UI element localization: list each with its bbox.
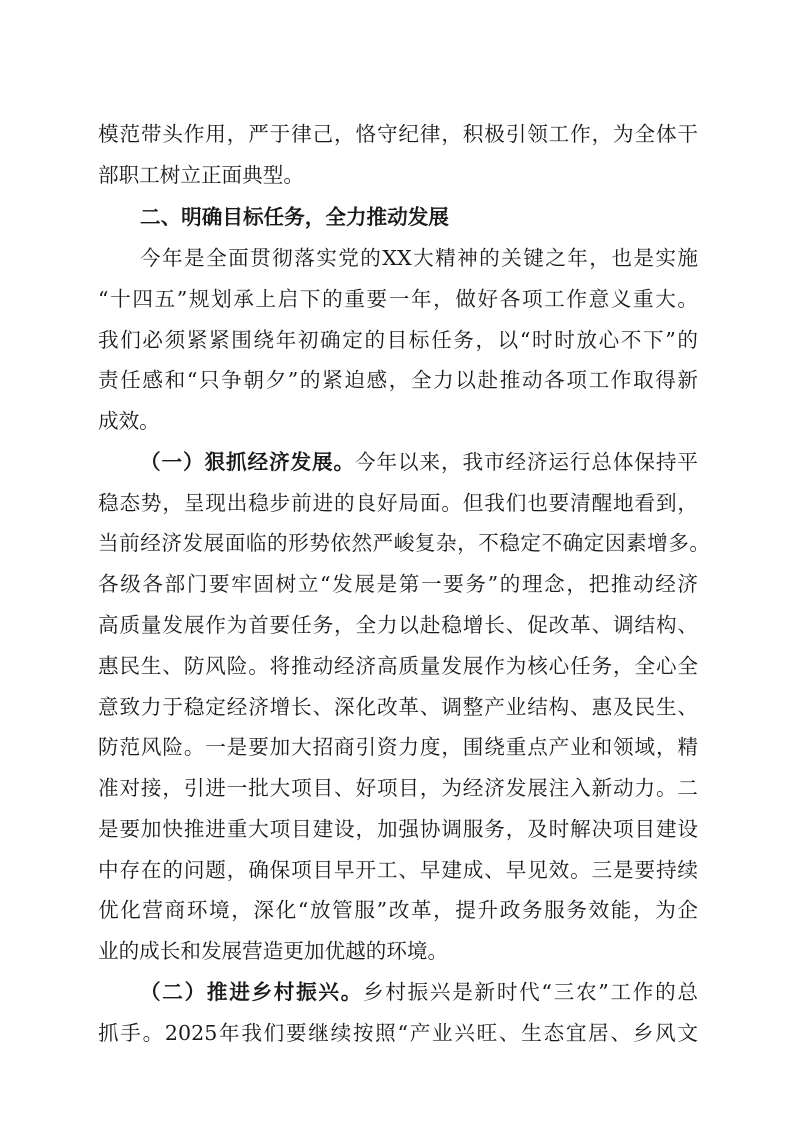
section1-line: 准对接，引进一批大项目、好项目，为经济发展注入新动力。二 bbox=[98, 776, 698, 800]
para2-line-5: 成效。 bbox=[98, 409, 160, 433]
para2-line-2: “十四五”规划承上启下的重要一年，做好各项工作意义重大。 bbox=[98, 287, 698, 311]
section1-first-line-text: 今年以来，我市经济运行总体保持平 bbox=[354, 450, 699, 474]
section1-line: 高质量发展作为首要任务，全力以赴稳增长、促改革、调结构、 bbox=[98, 613, 698, 637]
para2-line-3: 我们必须紧紧围绕年初确定的目标任务，以“时时放心不下”的 bbox=[98, 328, 698, 352]
section2-first-line-text: 乡村振兴是新时代“三农”工作的总 bbox=[363, 980, 698, 1004]
section1-line: 优化营商环境，深化“放管服”改革，提升政务服务效能，为企 bbox=[98, 898, 698, 922]
section1-line: 各级各部门要牢固树立“发展是第一要务”的理念，把推动经济 bbox=[98, 572, 698, 596]
section1-line: 惠民生、防风险。将推动经济高质量发展作为核心任务，全心全 bbox=[98, 654, 698, 678]
section2-first-line bbox=[140, 978, 698, 1006]
section1-line: 中存在的问题，确保项目早开工、早建成、早见效。三是要持续 bbox=[98, 858, 698, 882]
section1-line: 意致力于稳定经济增长、深化改革、调整产业结构、惠及民生、 bbox=[98, 695, 698, 719]
section1-title: （一）狠抓经济发展。 bbox=[140, 450, 355, 474]
para1-line-2: 部职工树立正面典型。 bbox=[98, 163, 304, 187]
para2-line-1: 今年是全面贯彻落实党的XX大精神的关键之年，也是实施 bbox=[140, 246, 698, 270]
para1-line-1: 模范带头作用，严于律己，恪守纪律，积极引领工作，为全体干 bbox=[98, 122, 698, 146]
section1-line: 稳态势，呈现出稳步前进的良好局面。但我们也要清醒地看到， bbox=[98, 491, 698, 515]
section1-line: 是要加快推进重大项目建设，加强协调服务，及时解决项目建设 bbox=[98, 817, 698, 841]
section2-title: （二）推进乡村振兴。 bbox=[140, 980, 364, 1004]
para2-line-4: 责任感和“只争朝夕”的紧迫感，全力以赴推动各项工作取得新 bbox=[98, 368, 698, 392]
section2-line: 抓手。2025年我们要继续按照“产业兴旺、生态宜居、乡风文 bbox=[98, 1021, 698, 1045]
section1-line: 防范风险。一是要加大招商引资力度，围绕重点产业和领域，精 bbox=[98, 735, 698, 759]
section1-first-line bbox=[140, 448, 698, 476]
section1-line: 当前经济发展面临的形势依然严峻复杂，不稳定不确定因素增多。 bbox=[98, 531, 710, 555]
section1-line: 业的成长和发展营造更加优越的环境。 bbox=[98, 939, 449, 963]
section-heading: 二、明确目标任务，全力推动发展 bbox=[140, 205, 449, 229]
